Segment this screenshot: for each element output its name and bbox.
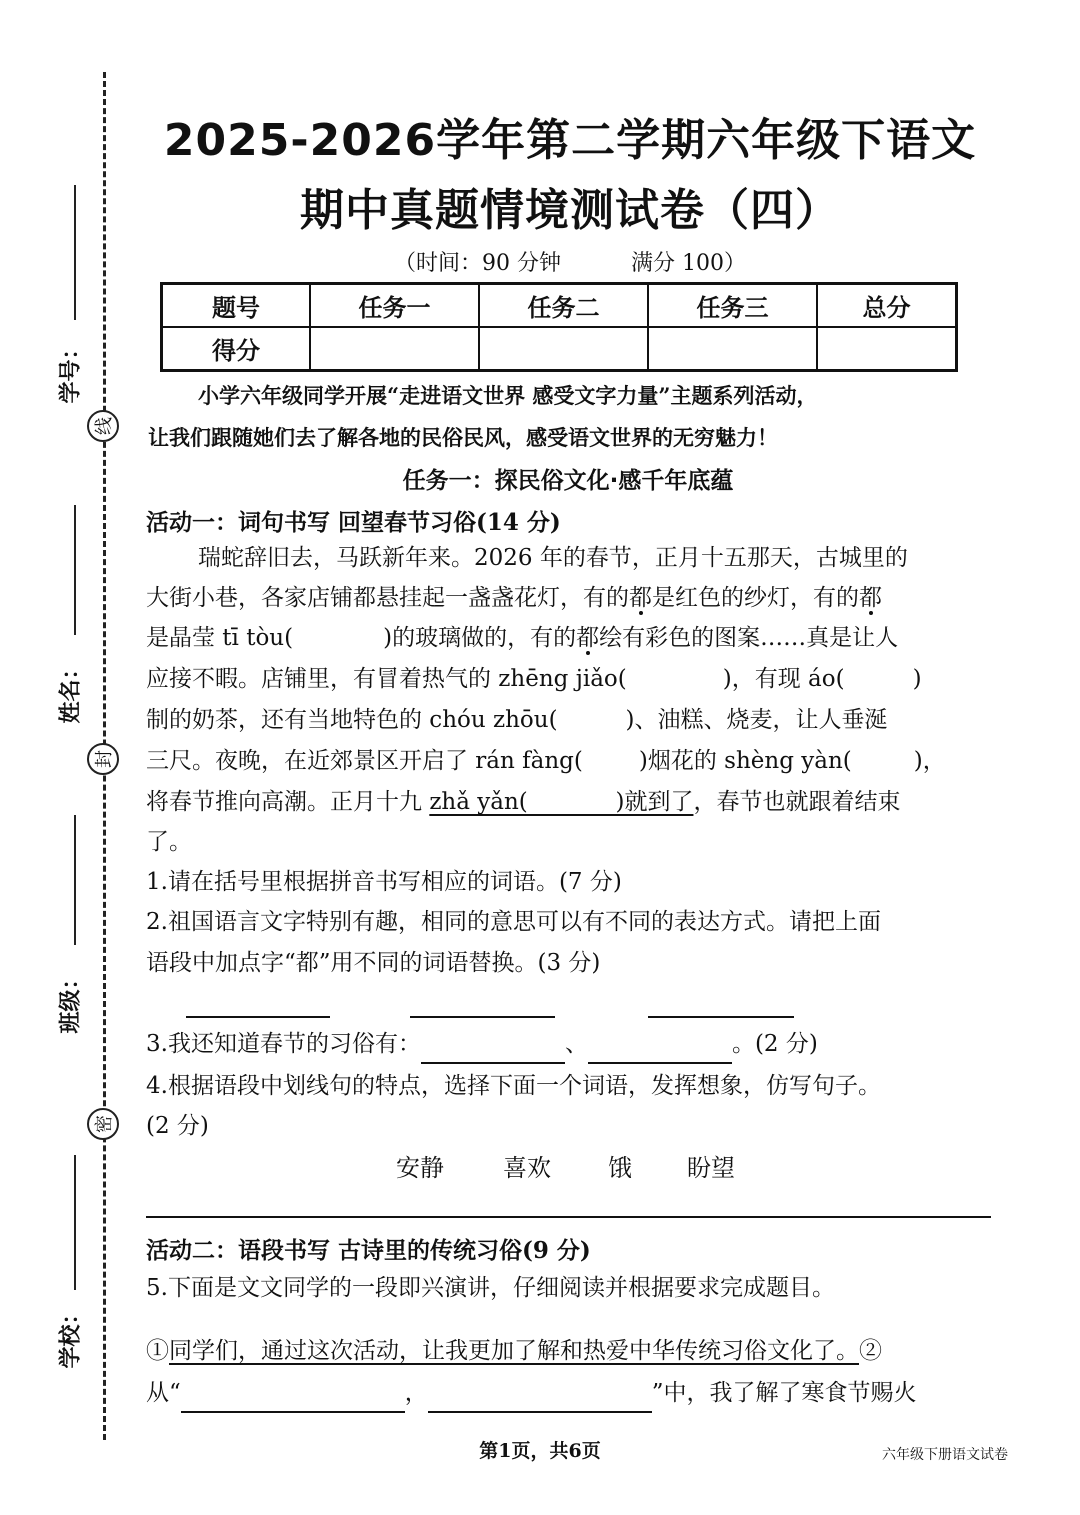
passage-text: 是晶莹 tī tòu( [146, 625, 294, 651]
speech-line-2 [146, 1373, 917, 1413]
passage-line-3 [146, 618, 898, 658]
passage-text: 大街小巷，各家店铺都悬挂起一盏盏花灯，有的 [146, 585, 629, 611]
score-table-score-row [162, 327, 957, 371]
underlined-sentence[interactable]: zhǎ yǎn( )就到了 [429, 789, 694, 815]
page-number: 第1页，共6页 [479, 1440, 601, 1462]
passage-text: 绘有彩色的图案……真是让人 [599, 625, 899, 651]
intro-line-1: 小学六年级同学开展“走进语文世界 感受文字力量”主题系列活动， [198, 383, 818, 408]
question-2-line-2: 语段中加点字“都”用不同的词语替换。(3 分) [146, 950, 601, 976]
word-choice: 盼望 [687, 1154, 735, 1182]
passage-text: ) [912, 666, 922, 692]
passage-text: )， [913, 748, 946, 774]
passage-text: )烟花的 shèng yàn( [638, 748, 852, 774]
q2-answer-line-3[interactable] [648, 1016, 794, 1018]
passage-text: )、油糕、烧麦，让人垂涎 [625, 707, 888, 733]
speech-marker: ① [146, 1338, 169, 1364]
speech-marker: ② [859, 1338, 882, 1364]
score-header-cell: 任务三 [648, 284, 817, 328]
name-line[interactable] [74, 505, 76, 635]
score-input-cell[interactable] [310, 327, 479, 371]
q2-answer-line-1[interactable] [186, 1016, 330, 1018]
score-input-cell[interactable] [648, 327, 817, 371]
seal-char-xian: 线 [87, 410, 119, 442]
q3-answer-blank-2[interactable] [588, 1032, 732, 1064]
word-choice: 安静 [396, 1154, 444, 1182]
score-row-label: 得分 [162, 327, 311, 371]
question-text: 、 [564, 1031, 588, 1057]
score-table-header-row [162, 284, 957, 328]
passage-text: ，春节也就跟着结束 [693, 789, 901, 815]
passage-text: 是红色的纱灯，有的 [652, 585, 859, 611]
speech-underlined-sentence[interactable]: 同学们，通过这次活动，让我更加了解和热爱中华传统习俗文化了。 [169, 1338, 859, 1364]
speech-text: ， [404, 1380, 428, 1406]
class-label: 班级： [57, 967, 84, 1034]
passage-text: 制的奶茶，还有当地特色的 chóu zhōu( [146, 707, 558, 733]
seal-char-feng: 封 [87, 743, 119, 775]
score-input-cell[interactable] [479, 327, 648, 371]
footer-exam-name: 六年级下册语文试卷 [882, 1447, 1008, 1463]
question-text: 3.我还知道春节的习俗有： [146, 1031, 421, 1057]
passage-line-8: 了。 [146, 829, 192, 855]
passage-text: 应接不暇。店铺里，有冒着热气的 zhēng jiǎo( [146, 666, 627, 692]
passage-text: 将春节推向高潮。正月十九 [146, 789, 430, 815]
score-input-cell[interactable] [817, 327, 957, 371]
question-2-line-1: 2.祖国语言文字特别有趣，相同的意思可以有不同的表达方式。请把上面 [146, 909, 881, 935]
title-line-1: 2025-2026学年第二学期六年级下语文 [163, 115, 977, 166]
student-id-line[interactable] [74, 185, 76, 320]
title-line-2: 期中真题情境测试卷（四） [300, 185, 840, 236]
score-table [160, 282, 958, 372]
speech-text: 从“ [146, 1380, 181, 1406]
passage-line-6 [146, 741, 946, 781]
activity1-heading: 活动一：词句书写 回望春节习俗(14 分) [146, 509, 561, 536]
passage-text: )，有现 áo( [722, 666, 845, 692]
passage-line-1: 瑞蛇辞旧去，马跃新年来。2026 年的春节，正月十五那天，古城里的 [198, 545, 908, 571]
speech-answer-blank-1[interactable] [181, 1383, 405, 1413]
school-label: 学校： [57, 1302, 84, 1369]
q2-answer-line-2[interactable] [410, 1016, 555, 1018]
student-id-label: 学号： [57, 337, 84, 404]
q3-answer-blank-1[interactable] [421, 1032, 565, 1064]
score-header-cell: 任务一 [310, 284, 479, 328]
school-line[interactable] [74, 1155, 76, 1290]
question-4-line-2: (2 分) [146, 1113, 209, 1139]
passage-line-4 [146, 659, 922, 699]
score-header-cell: 任务二 [479, 284, 648, 328]
dotted-char: 都 [859, 585, 882, 611]
score-header-cell: 题号 [162, 284, 311, 328]
task1-heading: 任务一：探民俗文化·感千年底蕴 [402, 468, 734, 494]
passage-text: 三尺。夜晚，在近郊景区开启了 rán fàng( [146, 748, 583, 774]
passage-text: )的玻璃做的，有的 [383, 625, 577, 651]
question-4-line-1: 4.根据语段中划线句的特点，选择下面一个词语，发挥想象，仿写句子。 [146, 1073, 881, 1099]
dotted-char: 都 [576, 625, 600, 651]
class-line[interactable] [74, 815, 76, 945]
name-label: 姓名： [57, 657, 84, 724]
passage-line-5 [146, 700, 888, 740]
activity2-heading: 活动二：语段书写 古诗里的传统习俗(9 分) [146, 1237, 591, 1264]
question-1: 1.请在括号里根据拼音书写相应的词语。(7 分) [146, 869, 622, 895]
speech-line-1 [146, 1331, 882, 1371]
word-choice: 喜欢 [503, 1154, 551, 1182]
passage-line-7 [146, 782, 900, 822]
speech-text: ”中，我了解了寒食节赐火 [651, 1380, 917, 1406]
score-header-cell: 总分 [817, 284, 957, 328]
dotted-char: 都 [629, 585, 652, 611]
seal-char-mi: 密 [87, 1108, 119, 1140]
word-choice: 饿 [608, 1154, 632, 1182]
q4-answer-line[interactable] [146, 1216, 991, 1218]
question-5: 5.下面是文文同学的一段即兴演讲，仔细阅读并根据要求完成题目。 [146, 1275, 835, 1301]
exam-time-score: （时间：90 分钟 满分 100） [394, 251, 746, 276]
question-3 [146, 1024, 818, 1064]
passage-line-2 [146, 578, 882, 618]
intro-line-2: 让我们跟随她们去了解各地的民俗民风，感受语文世界的无穷魅力！ [148, 425, 778, 450]
speech-answer-blank-2[interactable] [428, 1383, 652, 1413]
question-text: 。(2 分) [731, 1031, 818, 1057]
